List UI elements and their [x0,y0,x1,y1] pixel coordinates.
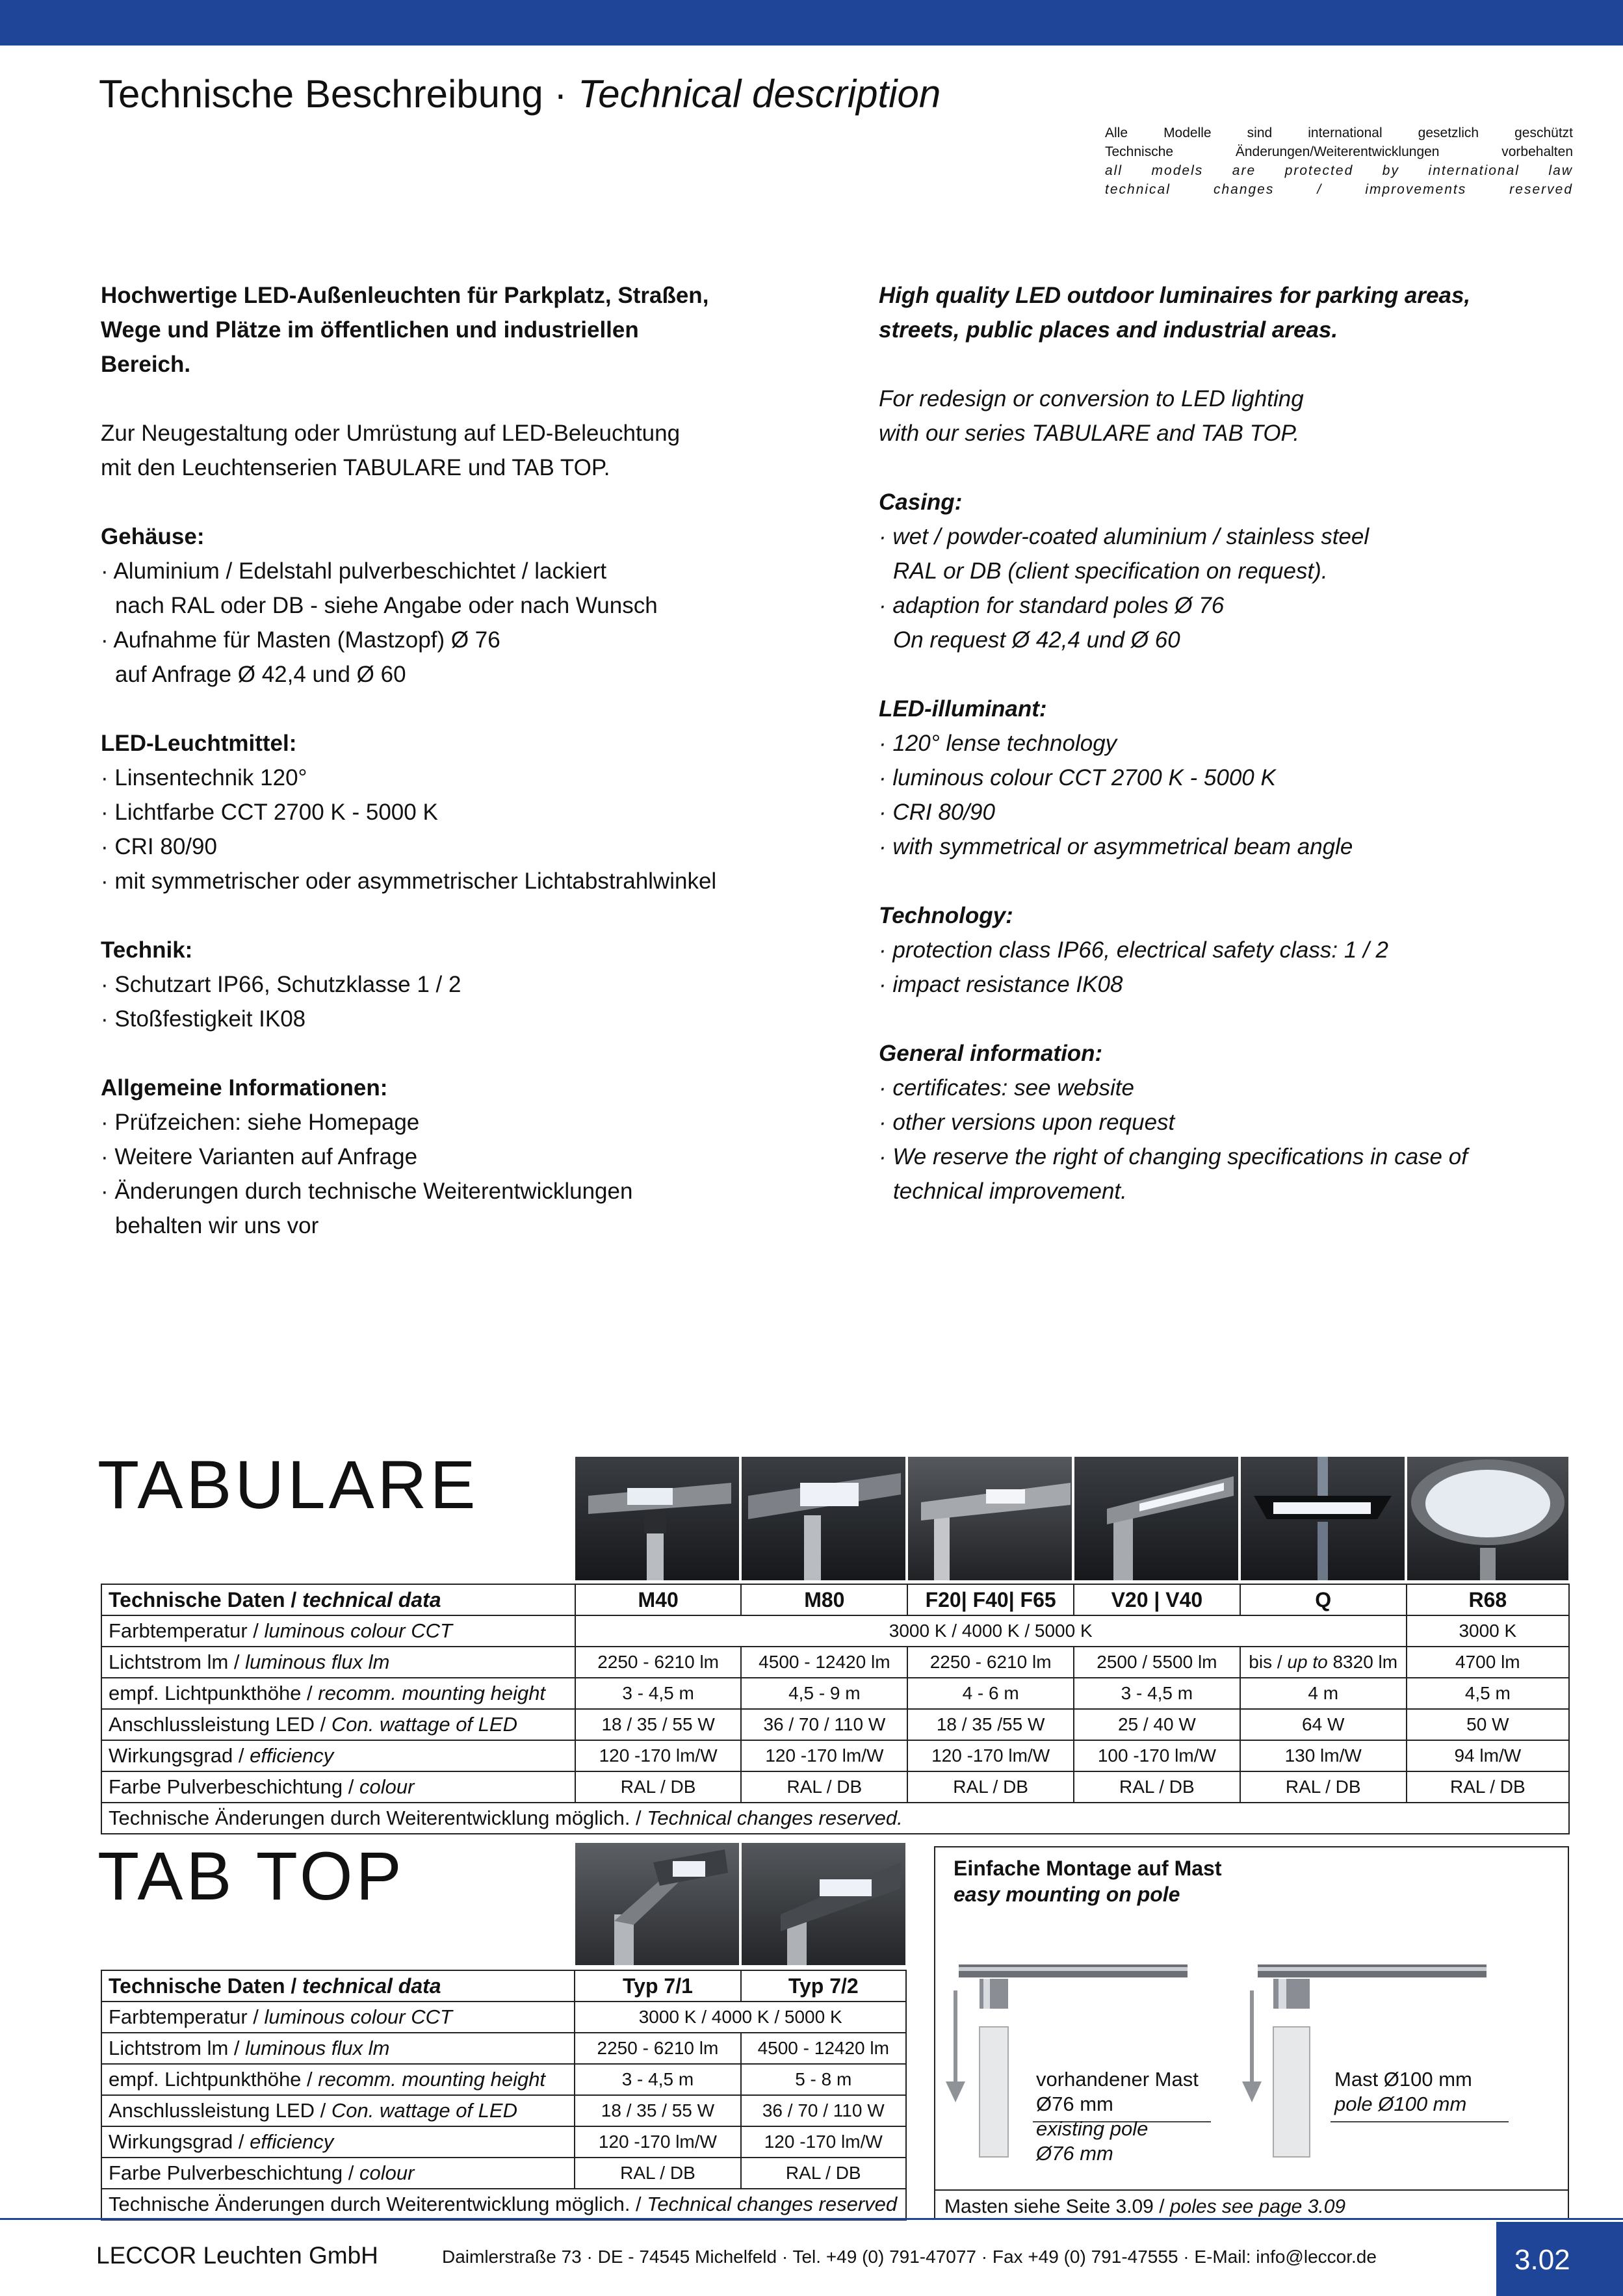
table-cell: 3 - 4,5 m [575,2064,740,2095]
table-header-label: Technische Daten / technical data [101,1970,575,2002]
table-cell: 3000 K [1407,1615,1569,1647]
table-cell: 130 lm/W [1240,1740,1407,1771]
table-row [101,2095,906,2126]
legal-line: Alle Modelle sind international gesetzlich geschützt [1105,125,1573,140]
row-label: Farbtemperatur / luminous colour CCT [101,2002,575,2033]
description-english [879,278,1607,1208]
table-cell: 100 -170 lm/W [1074,1740,1240,1771]
table-cell: 64 W [1240,1709,1407,1740]
mounting-info-box [934,1846,1569,2219]
bullet: · Schutzart IP66, Schutzklasse 1 / 2 [101,972,461,997]
table-cell: RAL / DB [1074,1771,1240,1803]
existing-pole-label: vorhandener Mast Ø76 mm existing pole Ø76 mm [1036,2068,1199,2165]
bullet: · other versions upon request [879,1110,1175,1135]
table-cell: 3000 K / 4000 K / 5000 K [575,2002,906,2033]
tabtop-title: TAB TOP [97,1838,405,1914]
table-row [101,1709,1569,1740]
table-cell: 5 - 8 m [741,2064,906,2095]
table-cell: 120 -170 lm/W [741,2126,906,2158]
table-cell: 120 -170 lm/W [741,1740,907,1771]
table-row [101,1647,1569,1678]
product-photo-r68 [1407,1457,1568,1580]
bullet: nach RAL oder DB - siehe Angabe oder nach Wunsch [115,593,658,618]
bullet: · luminous colour CCT 2700 K - 5000 K [879,765,1276,790]
table-cell: RAL / DB [741,1771,907,1803]
row-label: Farbe Pulverbeschichtung / colour [101,2158,575,2189]
table-cell: 4500 - 12420 lm [741,1647,907,1678]
page-number-box [1496,2222,1623,2296]
mounting-footnote: Masten siehe Seite 3.09 / poles see page 3.09 [934,2189,1569,2219]
table-row [101,2002,906,2033]
table-header-row [101,1970,906,2002]
model-q: Q [1240,1584,1407,1615]
section-heading: Technology: [879,903,1013,928]
model-f: F20| F40| F65 [907,1584,1074,1615]
mounting-subtitle: easy mounting on pole [954,1883,1180,1906]
footer-divider [0,2218,1623,2220]
new-pole-label: Mast Ø100 mm pole Ø100 mm [1334,2068,1472,2115]
model-r68: R68 [1407,1584,1569,1615]
table-cell: bis / up to 8320 lm [1240,1647,1407,1678]
bullet: · impact resistance IK08 [879,972,1123,997]
table-row [101,1740,1569,1771]
product-photo-typ71 [575,1843,739,1965]
table-row [101,2033,906,2064]
bullet: technical improvement. [893,1179,1127,1204]
tabulare-title: TABULARE [97,1447,479,1523]
product-photo-m80 [742,1457,905,1580]
table-cell: 120 -170 lm/W [907,1740,1074,1771]
bullet: · CRI 80/90 [101,834,217,859]
table-cell: 36 / 70 / 110 W [741,2095,906,2126]
section-heading: LED-illuminant: [879,696,1047,722]
table-cell: 2250 - 6210 lm [575,1647,742,1678]
company-name: LECCOR Leuchten GmbH [96,2242,378,2269]
bullet: · Aluminium / Edelstahl pulverbeschichtet / lackiert [101,558,607,584]
model-m80: M80 [741,1584,907,1615]
table-note-row [101,1803,1569,1834]
bullet: · protection class IP66, electrical safety class: 1 / 2 [879,937,1388,963]
row-label: Farbe Pulverbeschichtung / colour [101,1771,575,1803]
headline-line: High quality LED outdoor luminaires for parking areas, [879,283,1471,308]
row-label: Anschlussleistung LED / Con. wattage of LED [101,1709,575,1740]
company-address: Daimlerstraße 73 · DE - 74545 Michelfeld · Tel. +49 (0) 791-47077 · Fax +49 (0) 791-47555 · E-Mail: info@leccor.de [442,2247,1377,2267]
table-row [101,1678,1569,1709]
header-bar [0,0,1623,46]
headline-line: Bereich. [101,352,191,377]
bullet: · Linsentechnik 120° [101,765,307,790]
bullet: RAL or DB (client specification on request). [893,558,1328,584]
table-row [101,2126,906,2158]
table-cell: RAL / DB [1240,1771,1407,1803]
table-cell: RAL / DB [575,2158,740,2189]
row-label: Lichtstrom lm / luminous flux lm [101,2033,575,2064]
mounting-title: Einfache Montage auf Mast [954,1857,1222,1880]
headline-line: Wege und Plätze im öffentlichen und industriellen [101,317,639,343]
section-heading: Allgemeine Informationen: [101,1075,388,1101]
table-cell: 4500 - 12420 lm [741,2033,906,2064]
bullet: · Änderungen durch technische Weiterentwicklungen [101,1179,633,1204]
section-heading: LED-Leuchtmittel: [101,731,297,756]
row-label: Farbtemperatur / luminous colour CCT [101,1615,575,1647]
table-cell: 25 / 40 W [1074,1709,1240,1740]
bullet: behalten wir uns vor [115,1213,319,1238]
bullet: · We reserve the right of changing specifications in case of [879,1144,1468,1169]
table-cell: 3000 K / 4000 K / 5000 K [575,1615,1407,1647]
table-note: Technische Änderungen durch Weiterentwicklung möglich. / Technical changes reserved [101,2189,906,2220]
bullet: · wet / powder-coated aluminium / stainless steel [879,524,1370,549]
legal-line: Technische Änderungen/Weiterentwicklungen vorbehalten [1105,144,1573,159]
bullet: · Stoßfestigkeit IK08 [101,1006,306,1032]
table-header-row [101,1584,1569,1615]
table-cell: 18 / 35 / 55 W [575,2095,740,2126]
row-label: Wirkungsgrad / efficiency [101,2126,575,2158]
section-heading: Gehäuse: [101,524,205,549]
table-cell: 2250 - 6210 lm [575,2033,740,2064]
model-v: V20 | V40 [1074,1584,1240,1615]
table-cell: 3 - 4,5 m [575,1678,742,1709]
headline-line: streets, public places and industrial areas. [879,317,1338,343]
bullet: · 120° lense technology [879,731,1117,756]
row-label: Wirkungsgrad / efficiency [101,1740,575,1771]
table-cell: RAL / DB [907,1771,1074,1803]
bullet: · Prüfzeichen: siehe Homepage [101,1110,420,1135]
table-cell: 120 -170 lm/W [575,1740,742,1771]
table-cell: 4700 lm [1407,1647,1569,1678]
row-label: Anschlussleistung LED / Con. wattage of LED [101,2095,575,2126]
bullet: · mit symmetrischer oder asymmetrischer Lichtabstrahlwinkel [101,868,717,894]
model-typ71: Typ 7/1 [575,1970,740,2002]
table-cell: 4,5 m [1407,1678,1569,1709]
intro-line: For redesign or conversion to LED lighting [879,386,1304,411]
table-note: Technische Änderungen durch Weiterentwicklung möglich. / Technical changes reserved. [101,1803,1569,1834]
bullet: · Aufnahme für Masten (Mastzopf) Ø 76 [101,627,500,653]
table-cell: 36 / 70 / 110 W [741,1709,907,1740]
legal-notice [1105,124,1573,199]
intro-line: with our series TABULARE and TAB TOP. [879,421,1300,446]
section-heading: General information: [879,1041,1103,1066]
bullet: · with symmetrical or asymmetrical beam angle [879,834,1353,859]
table-cell: 50 W [1407,1709,1569,1740]
table-cell: 4,5 - 9 m [741,1678,907,1709]
product-photo-q [1241,1457,1405,1580]
section-heading: Technik: [101,937,193,963]
table-cell: 4 m [1240,1678,1407,1709]
table-cell: 2500 / 5500 lm [1074,1647,1240,1678]
table-cell: RAL / DB [575,1771,742,1803]
table-cell: 3 - 4,5 m [1074,1678,1240,1709]
product-photo-m40 [575,1457,739,1580]
intro-line: Zur Neugestaltung oder Umrüstung auf LED-Beleuchtung [101,421,681,446]
page-number: 3.02 [1514,2244,1570,2276]
tabulare-spec-table [101,1584,1570,1834]
model-typ72: Typ 7/2 [741,1970,906,2002]
table-row [101,1771,1569,1803]
bullet: · adaption for standard poles Ø 76 [879,593,1225,618]
headline-line: Hochwertige LED-Außenleuchten für Parkplatz, Straßen, [101,283,709,308]
bullet: · Lichtfarbe CCT 2700 K - 5000 K [101,800,438,825]
row-label: empf. Lichtpunkthöhe / recomm. mounting height [101,2064,575,2095]
table-cell: 4 - 6 m [907,1678,1074,1709]
table-row [101,1615,1569,1647]
row-label: empf. Lichtpunkthöhe / recomm. mounting height [101,1678,575,1709]
table-cell: 18 / 35 / 55 W [575,1709,742,1740]
table-cell: 18 / 35 /55 W [907,1709,1074,1740]
tabtop-spec-table [101,1970,907,2221]
table-header-label: Technische Daten / technical data [101,1584,575,1615]
table-row [101,2064,906,2095]
bullet: auf Anfrage Ø 42,4 und Ø 60 [115,662,406,687]
legal-line: all models are protected by international law [1105,163,1573,178]
bullet: · Weitere Varianten auf Anfrage [101,1144,418,1169]
table-cell: RAL / DB [741,2158,906,2189]
product-photo-f [908,1457,1072,1580]
row-label: Lichtstrom lm / luminous flux lm [101,1647,575,1678]
intro-line: mit den Leuchtenserien TABULARE und TAB TOP. [101,455,610,480]
table-cell: 94 lm/W [1407,1740,1569,1771]
table-cell: 120 -170 lm/W [575,2126,740,2158]
description-german [101,278,868,1243]
legal-line: technical changes / improvements reserved [1105,182,1573,197]
table-cell: 2250 - 6210 lm [907,1647,1074,1678]
product-photo-v [1074,1457,1238,1580]
bullet: · certificates: see website [879,1075,1134,1101]
page-title: Technische Beschreibung · Technical description [99,72,941,116]
product-photo-typ72 [742,1843,905,1965]
bullet: · CRI 80/90 [879,800,995,825]
mounting-diagram [935,1964,1568,2159]
table-note-row [101,2189,906,2220]
bullet: On request Ø 42,4 und Ø 60 [893,627,1180,653]
section-heading: Casing: [879,489,963,515]
model-m40: M40 [575,1584,742,1615]
table-row [101,2158,906,2189]
table-cell: RAL / DB [1407,1771,1569,1803]
